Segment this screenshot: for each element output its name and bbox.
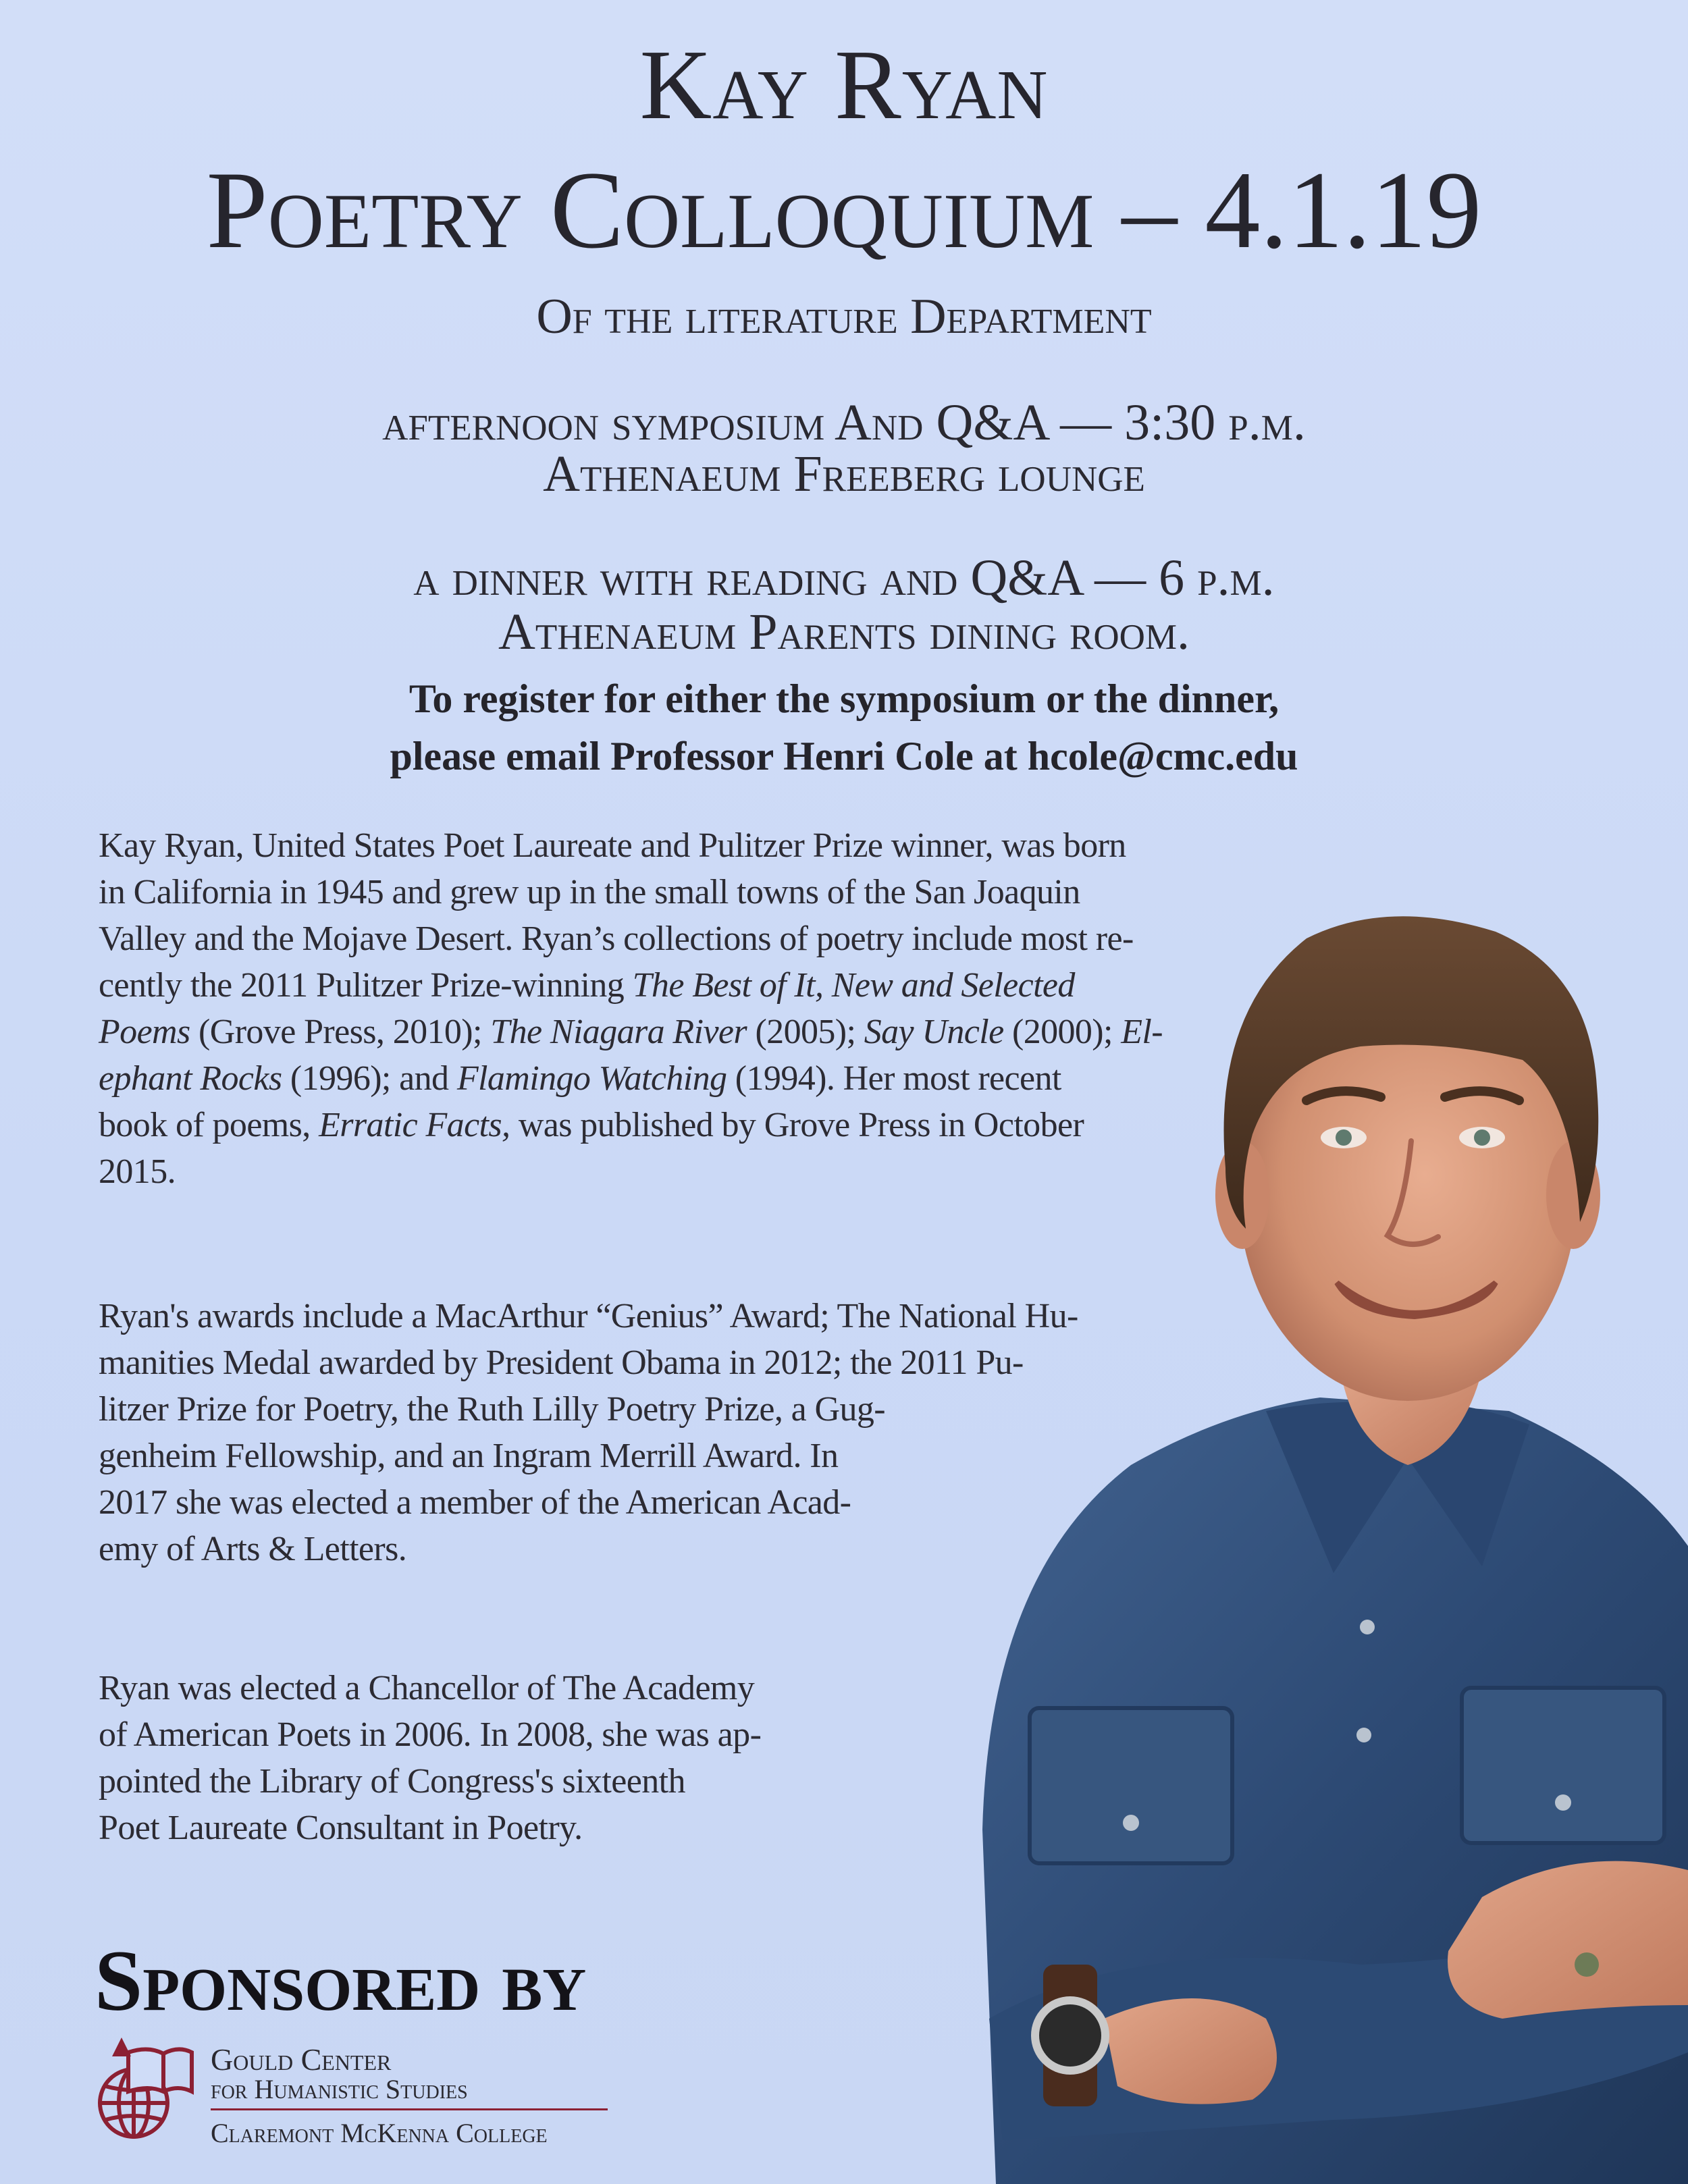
bio-text: was published by Grove Press in October [510,1106,1084,1144]
bio-text: cently the 2011 Pulitzer Prize-winning [99,966,633,1005]
bio-p1-line: Valley and the Mojave Desert. Ryan’s collections of poetry include most re- [99,920,1134,958]
gould-center-logo-icon [88,2032,196,2150]
bio-text: (2005); [747,1013,864,1051]
bio-p3-line: Poet Laureate Consultant in Poetry. [99,1809,583,1847]
bio-p1-line: 2015. [99,1152,176,1191]
bio-p2-line: emy of Arts & Letters. [99,1530,407,1568]
bio-p2-line: genheim Fellowship, and an Ingram Merrill Award. In [99,1437,839,1475]
title-name: Kay Ryan [639,30,1049,140]
org-name-line-2: for Humanistic Studies [211,2074,468,2104]
bio-p1-line [99,962,1163,1009]
title-event: Poetry Colloquium – 4.1.19 [206,149,1482,271]
org-divider [211,2108,608,2110]
book-title: El- [1121,1013,1163,1051]
bio-text: (2000); [1003,1013,1122,1051]
dinner-location: Athenaeum Parents dining room. [498,604,1190,660]
bio-p3-line: pointed the Library of Congress's sixteenth [99,1762,685,1801]
bio-p1-line: Kay Ryan, United States Poet Laureate and Pulitzer Prize winner, was born [99,826,1126,865]
bio-p1-line [99,1102,1163,1148]
bio-p2-line: 2017 she was elected a member of the American Acad- [99,1483,851,1522]
symposium-time: afternoon symposium And Q&A — 3:30 p.m. [382,394,1306,451]
bio-paragraph-2 [99,1293,1078,1572]
org-name-line-1: Gould Center [211,2042,392,2077]
bio-p3-line: of American Poets in 2006. In 2008, she was ap- [99,1715,762,1754]
registration-line-1: To register for either the symposium or the dinner, [408,676,1280,721]
org-college: Claremont McKenna College [211,2118,548,2148]
registration-line-2: please email Professor Henri Cole at hcole@cmc.edu [390,734,1298,778]
bio-p1-line: in California in 1945 and grew up in the small towns of the San Joaquin [99,873,1080,911]
book-title: Poems [99,1013,190,1051]
sponsored-by-heading: Sponsored by [95,1933,587,2029]
dinner-time: a dinner with reading and Q&A — 6 p.m. [413,550,1275,606]
book-title: ephant Rocks [99,1059,282,1098]
bio-text: (1996); and [282,1059,457,1098]
bio-p1-line [99,1009,1163,1055]
bio-text: book of poems, [99,1106,319,1144]
book-title: Say Uncle [864,1013,1004,1051]
book-title: The Niagara River [490,1013,747,1051]
book-title: Flamingo Watching [456,1059,727,1098]
book-title: The Best of It, New and Selected [632,966,1075,1005]
book-title: Erratic Facts, [319,1106,510,1144]
symposium-location: Athenaeum Freeberg lounge [543,446,1145,502]
bio-text: (Grove Press, 2010); [190,1013,491,1051]
bio-p3-line: Ryan was elected a Chancellor of The Academy [99,1669,755,1707]
bio-p1-line [99,1055,1163,1102]
subtitle-department: Of the literature Department [536,289,1152,344]
bio-text: (1994). Her most recent [727,1059,1061,1098]
bio-paragraph-1 [99,822,1163,1195]
bio-p2-line: manities Medal awarded by President Obama in 2012; the 2011 Pu- [99,1343,1024,1382]
bio-p2-line: Ryan's awards include a MacArthur “Genius” Award; The National Hu- [99,1297,1078,1335]
bio-p2-line: litzer Prize for Poetry, the Ruth Lilly Poetry Prize, a Gug- [99,1390,886,1429]
bio-paragraph-3 [99,1665,761,1851]
